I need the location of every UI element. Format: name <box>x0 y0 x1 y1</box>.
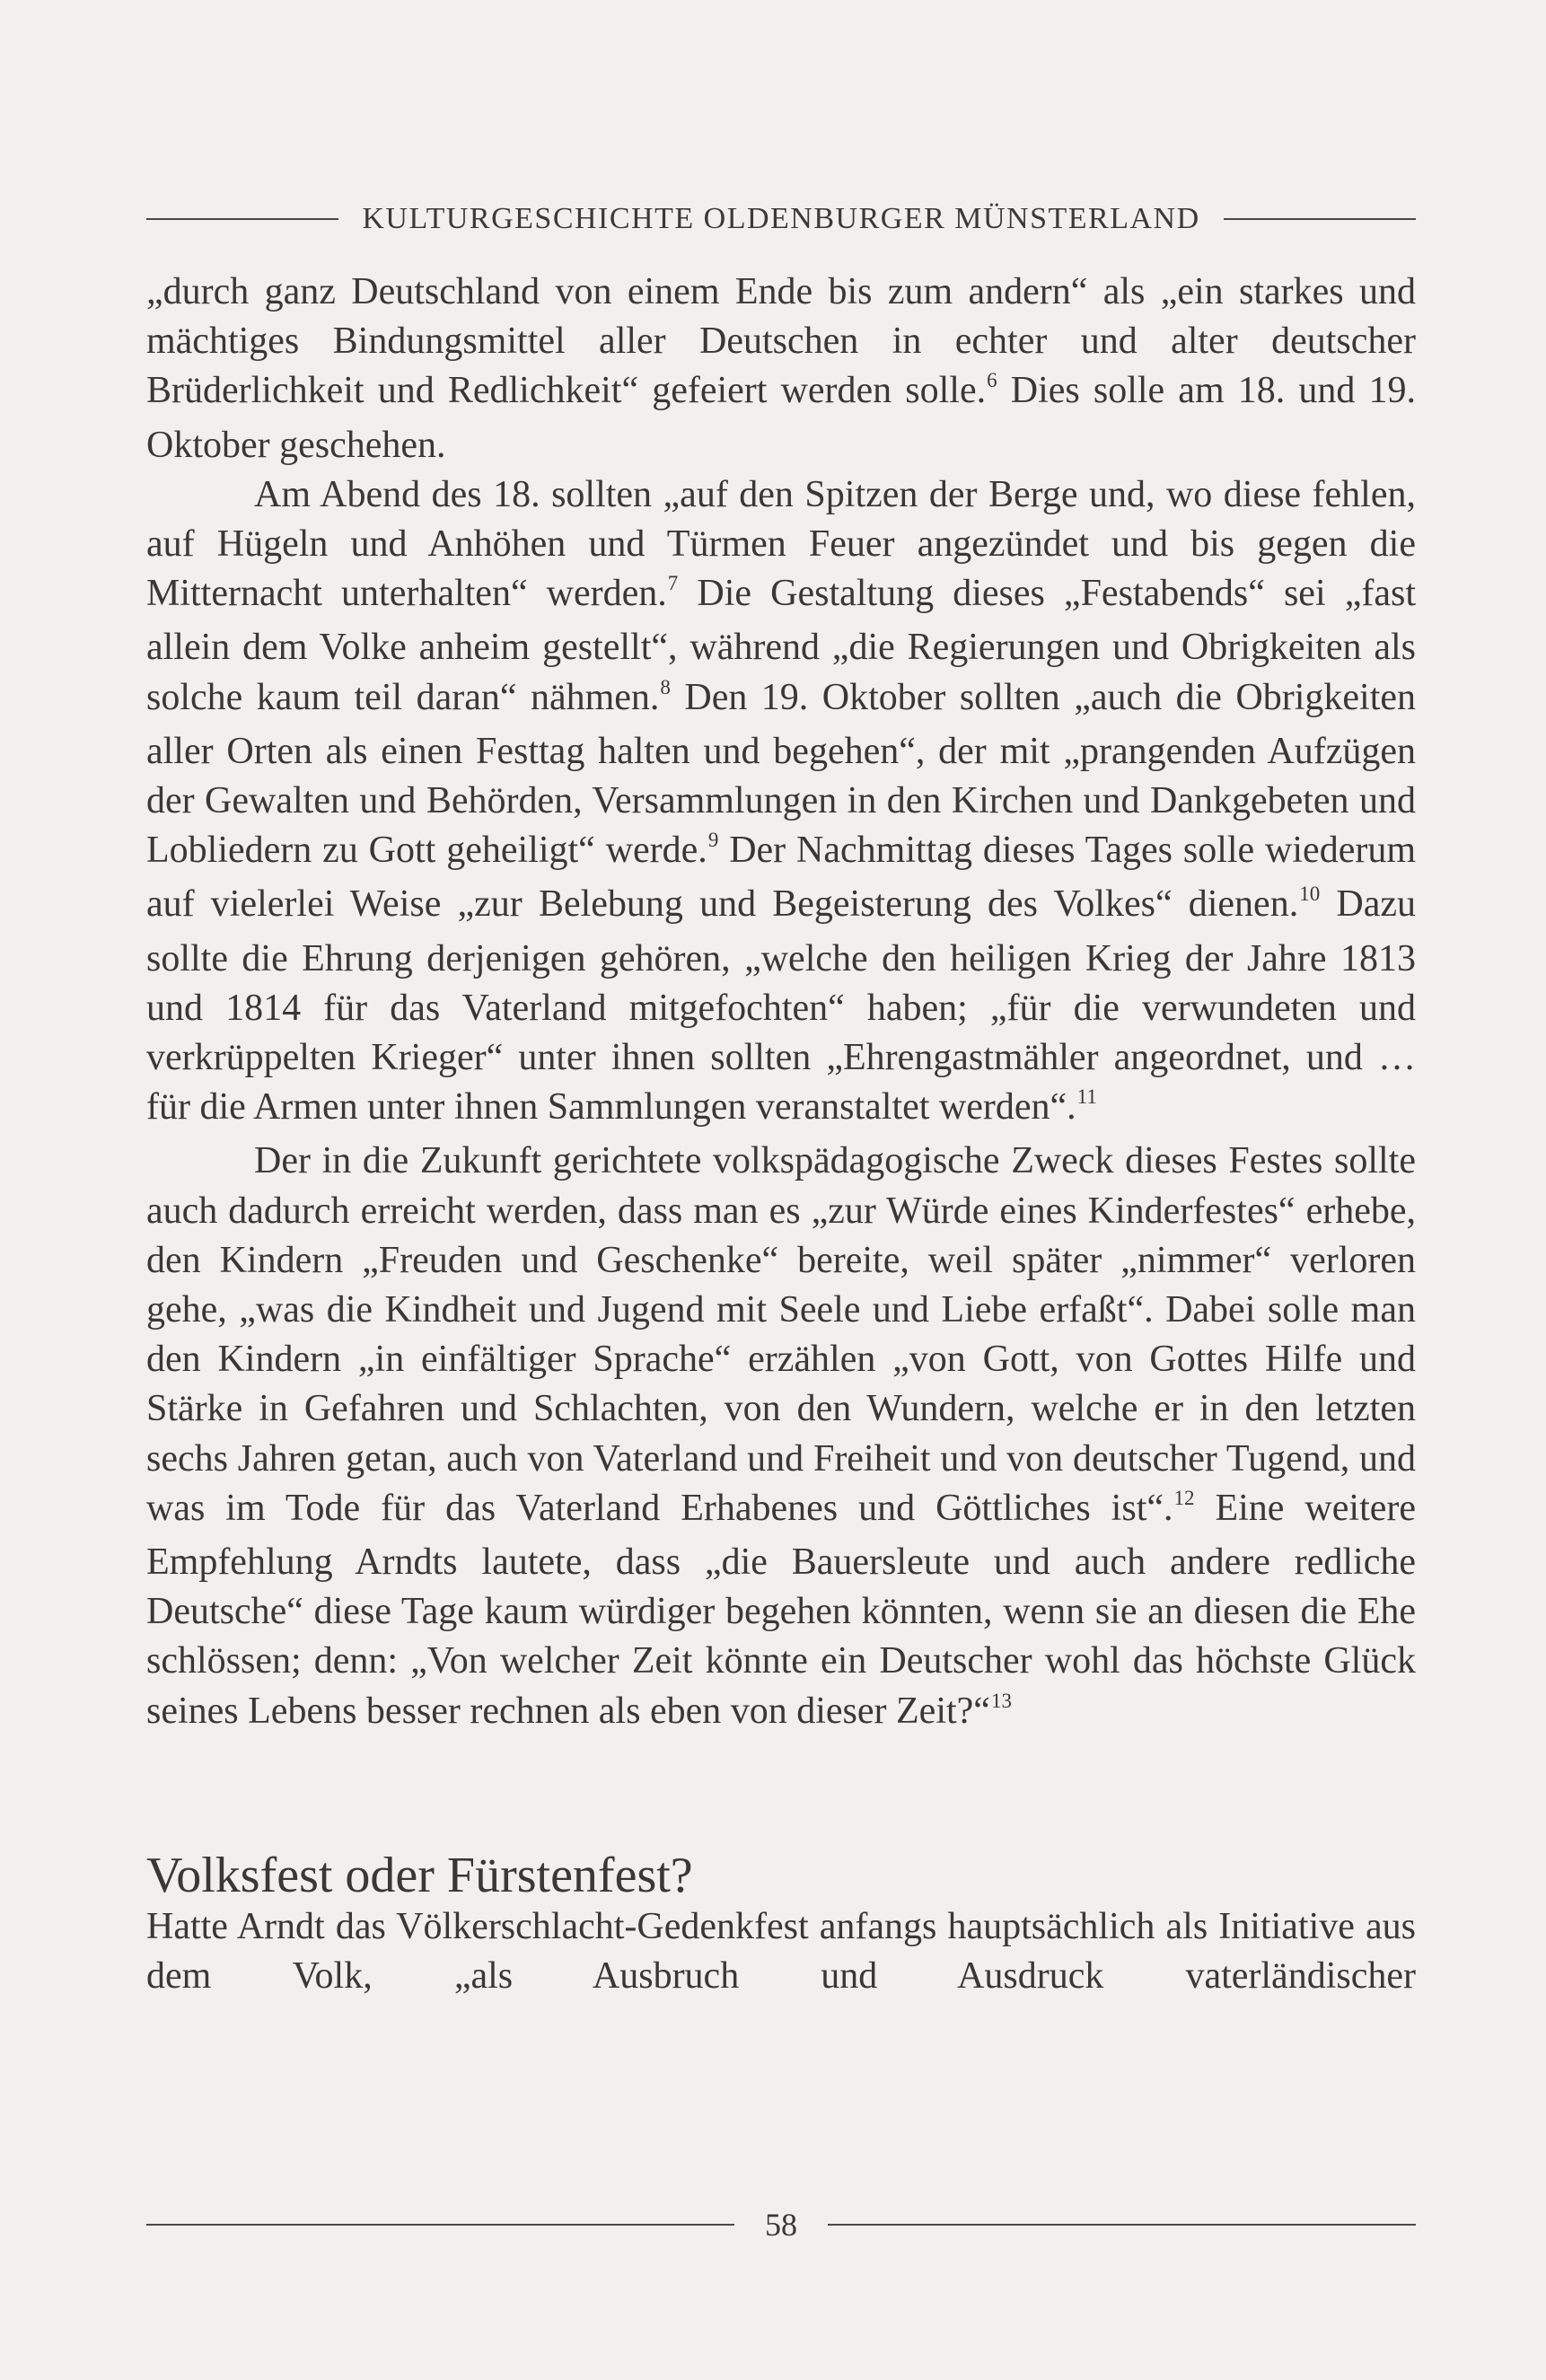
body-paragraph <box>146 268 1416 470</box>
footnote-marker: 13 <box>990 1689 1012 1712</box>
paragraph-text: Am Abend des 18. sollten „auf den Spitzen der Berge und, wo diese fehlen, auf Hügeln und Anhöhen und Türmen Feuer angezündet und bis gegen die Mitternacht unterhalten“ werden. <box>146 473 1416 615</box>
paragraph-text: Dazu sollte die Ehrung derjenigen gehören, „welche den heiligen Krieg der Jahre 1813 und 1814 für das Vaterland mitgefochten“ haben; „für die verwundeten und verkrüppelten Krieger“ unter ihnen sollten „Ehrengastmähler angeordnet, und … für die Armen unter ihnen Sammlungen veranstaltet werden“. <box>146 883 1416 1129</box>
section-heading: Volksfest oder Fürstenfest? <box>146 1847 693 1903</box>
footnote-marker: 11 <box>1076 1085 1097 1109</box>
page-number: 58 <box>765 2207 797 2243</box>
running-head-title: KULTURGESCHICHTE OLDENBURGER MÜNSTERLAND <box>362 202 1200 235</box>
footer-rule-left <box>146 2224 734 2226</box>
footnote-marker: 7 <box>667 572 679 595</box>
footnote-marker: 10 <box>1299 883 1321 906</box>
running-head <box>146 199 1416 239</box>
footnote-marker: 9 <box>707 829 719 852</box>
footnote-marker: 6 <box>987 369 997 392</box>
paragraph-text: Die Gestaltung dieses „Festabends“ sei „fast allein dem Volke anheim gestellt“, während „die Regierungen und Obrigkeiten als solche kaum teil daran“ nähmen. <box>146 573 1416 718</box>
main-text <box>146 268 1416 2001</box>
paragraph-list <box>146 268 1416 1741</box>
body-paragraph <box>146 1137 1416 1740</box>
body-paragraph <box>146 470 1416 1137</box>
paragraph-text: Dies solle am 18. und 19. Oktober geschehen. <box>146 370 1416 466</box>
paragraph-text: Der in die Zukunft gerichtete volkspädagogische Zweck dieses Festes sollte auch dadurch erreicht werden, dass man es „zur Würde eines Kinderfestes“ erhebe, den Kindern „Freuden und Geschenke“ bereite, weil später „nimmer“ verloren gehe, „was die Kindheit und Jugend mit Seele und Liebe erfaßt“. Dabei solle man den Kindern „in einfältiger Sprache“ erzählen „von Gott, von Gottes Hilfe und Stärke in Gefahren und Schlachten, von den Wundern, welche er in den letzten sechs Jahren getan, auch von Vaterland und Freiheit und von deutscher Tugend, und was im Tode für das Vaterland Erhabenes und Göttliches ist“. <box>146 1140 1416 1529</box>
footnote-marker: 8 <box>660 675 671 698</box>
footer-rule-right <box>828 2224 1416 2226</box>
paragraph-text: „durch ganz Deutschland von einem Ende bis zum andern“ als „ein starkes und mächtiges Bindungsmittel aller Deutschen in echter und alter deutscher Brüderlichkeit und Redlichkeit“ gefeiert werden solle. <box>146 271 1416 412</box>
paragraph-text: Der Nachmittag dieses Tages solle wiederum auf vielerlei Weise „zur Belebung und Begeisterung des Volkes“ dienen. <box>146 830 1416 926</box>
section-paragraph: Hatte Arndt das Völkerschlacht-Gedenkfest anfangs hauptsächlich als Initiative aus dem Volk, „als Ausbruch und Ausdruck vaterländischer <box>146 1905 1416 1998</box>
running-head-rule-left <box>146 218 338 220</box>
page-footer <box>146 2201 1416 2248</box>
paragraph-text: Den 19. Oktober sollten „auch die Obrigkeiten aller Orten als einen Festtag halten und begehen“, der mit „prangenden Aufzügen der Gewalten und Behörden, Versammlungen in den Kirchen und Dankgebeten und Lobliedern zu Gott geheiligt“ werde. <box>146 676 1417 872</box>
running-head-rule-right <box>1224 218 1416 220</box>
footnote-marker: 12 <box>1173 1486 1195 1509</box>
paragraph-text: Eine weitere Empfehlung Arndts lautete, dass „die Bauersleute und auch andere redliche Deutsche“ diese Tage kaum würdiger begehen könnten, wenn sie an diesen die Ehe schlössen; denn: „Von welcher Zeit könnte ein Deutscher wohl das höchste Glück seines Lebens besser rechnen als eben von dieser Zeit?“ <box>146 1487 1417 1732</box>
